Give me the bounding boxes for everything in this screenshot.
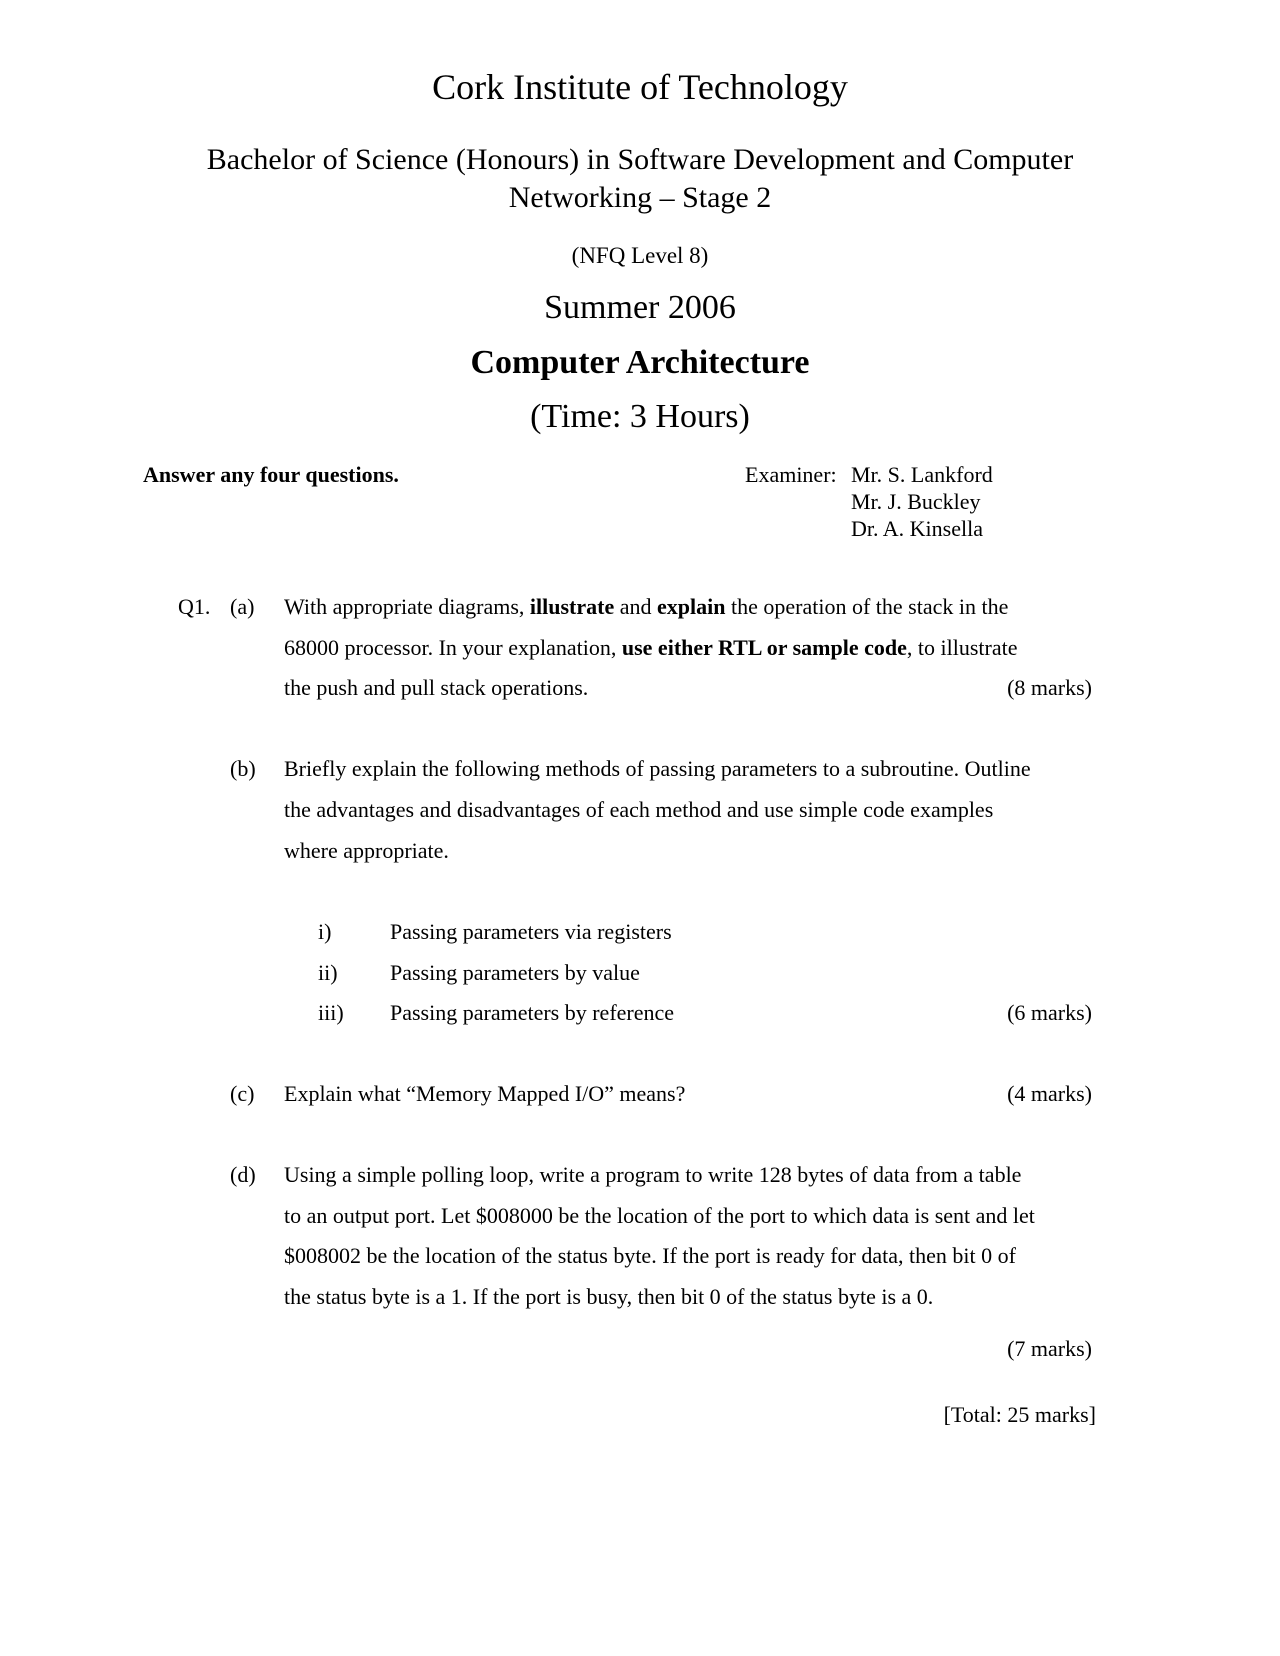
part-a-label: (a) [230,594,255,619]
part-d-line-1: Using a simple polling loop, write a program to write 128 bytes of data from a table [284,1162,1022,1187]
exam-instructions: Answer any four questions. [143,462,399,487]
part-a-line-3: the push and pull stack operations. [284,675,589,700]
exam-session: Summer 2006 [544,289,736,326]
bold-illustrate: illustrate [529,594,615,619]
question-number: Q1. [178,594,211,619]
programme-title-line-1: Bachelor of Science (Honours) in Software Development and Computer [206,143,1074,176]
part-d-line-4: the status byte is a 1. If the port is busy, then bit 0 of the status byte is a 0. [284,1284,934,1309]
part-d-line-3: $008002 be the location of the status byte. If the port is ready for data, then bit 0 of [284,1243,1016,1268]
examiner-name-3: Dr. A. Kinsella [851,516,983,541]
part-c-text: Explain what “Memory Mapped I/O” means? [284,1081,686,1106]
bold-rtl-or-code: use either RTL or sample code [621,635,907,660]
part-d-marks: (7 marks) [1007,1336,1092,1361]
sub-item-text: Passing parameters by reference [390,1000,675,1025]
sub-item-text: Passing parameters via registers [390,919,672,944]
examiner-label: Examiner: [745,462,837,487]
part-c-label: (c) [230,1081,255,1106]
examiner-name-2: Mr. J. Buckley [851,489,981,514]
part-a-line-1: With appropriate diagrams, illustrate and explain the operation of the stack in the [284,594,1009,619]
sub-item-text: Passing parameters by value [390,960,640,985]
part-d-line-2: to an output port. Let $008000 be the location of the port to which data is sent and let [284,1203,1035,1228]
part-b-line-3: where appropriate. [284,838,449,863]
part-b-label: (b) [230,756,256,781]
bold-explain: explain [657,594,726,619]
question-total-marks: [Total: 25 marks] [943,1402,1096,1427]
part-c-marks: (4 marks) [1007,1081,1092,1106]
part-b-line-1: Briefly explain the following methods of passing parameters to a subroutine. Outline [284,756,1031,781]
part-a-marks: (8 marks) [1007,675,1092,700]
sub-item-label: ii) [318,960,338,985]
exam-duration: (Time: 3 Hours) [530,398,750,435]
module-title: Computer Architecture [470,344,810,381]
part-b-line-2: the advantages and disadvantages of each method and use simple code examples [284,797,994,822]
nfq-level: (NFQ Level 8) [571,243,709,268]
sub-item-label: i) [318,919,332,944]
part-d-label: (d) [230,1162,256,1187]
sub-item-label: iii) [318,1000,344,1025]
programme-title-line-2: Networking – Stage 2 [508,181,772,214]
examiner-name-1: Mr. S. Lankford [851,462,993,487]
part-b-marks: (6 marks) [1007,1000,1092,1025]
institution-name: Cork Institute of Technology [432,67,848,107]
part-a-line-2: 68000 processor. In your explanation, use either RTL or sample code, to illustrate [284,635,1018,660]
